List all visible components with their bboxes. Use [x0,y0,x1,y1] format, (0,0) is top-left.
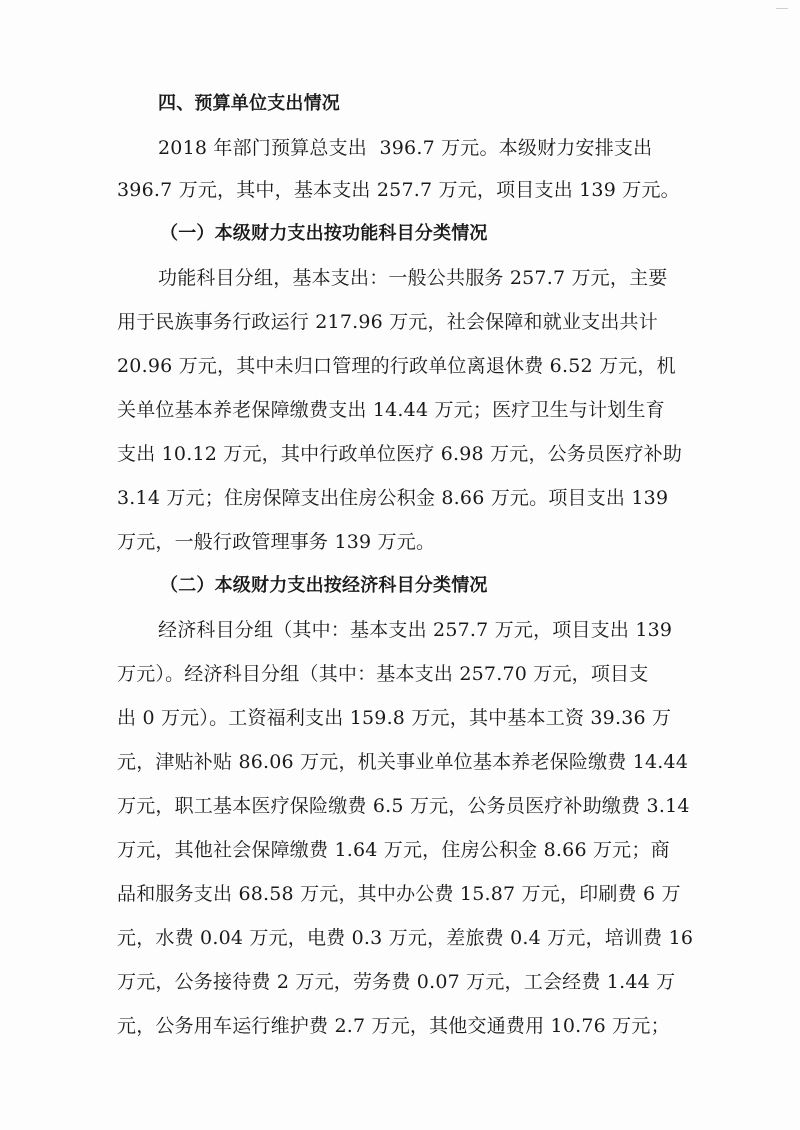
paragraph-line: 万元，其他社会保障缴费 1.64 万元，住房公积金 8.66 万元；商 [117,839,670,861]
paragraph-line: 万元）。经济科目分组（其中：基本支出 257.70 万元，项目支 [117,663,649,685]
paragraph-line: 用于民族事务行政运行 217.96 万元，社会保障和就业支出共计 [117,311,658,333]
paragraph-line: 功能科目分组，基本支出：一般公共服务 257.7 万元，主要 [158,267,668,289]
section-heading: 四、预算单位支出情况 [158,93,340,114]
paragraph-line: 经济科目分组（其中：基本支出 257.7 万元，项目支出 139 [158,619,673,641]
paragraph-line: 元，公务用车运行维护费 2.7 万元，其他交通费用 10.76 万元； [117,1015,670,1037]
scan-mark [776,8,788,9]
paragraph-line: 元，水费 0.04 万元，电费 0.3 万元，差旅费 0.4 万元，培训费 16 [117,927,694,949]
paragraph-line: 万元，一般行政管理事务 139 万元。 [117,531,436,553]
paragraph-line: 2018 年部门预算总支出 396.7 万元。本级财力安排支出 [158,137,653,159]
subsection-heading: （一）本级财力支出按功能科目分类情况 [160,223,488,244]
paragraph-line: 品和服务支出 68.58 万元，其中办公费 15.87 万元，印刷费 6 万 [117,883,681,905]
paragraph-line: 万元，公务接待费 2 万元，劳务费 0.07 万元，工会经费 1.44 万 [117,971,676,993]
paragraph-line: 出 0 万元）。工资福利支出 159.8 万元，其中基本工资 39.36 万 [117,707,672,729]
paragraph-line: 关单位基本养老保障缴费支出 14.44 万元；医疗卫生与计划生育 [117,399,665,421]
paragraph-line: 元，津贴补贴 86.06 万元，机关事业单位基本养老保险缴费 14.44 [117,751,689,773]
paragraph-line: 20.96 万元，其中未归口管理的行政单位离退休费 6.52 万元，机 [117,355,676,377]
paragraph-line: 万元，职工基本医疗保险缴费 6.5 万元，公务员医疗补助缴费 3.14 [117,795,690,817]
paragraph-line: 396.7 万元，其中，基本支出 257.7 万元，项目支出 139 万元。 [117,179,680,201]
paragraph-line: 3.14 万元；住房保障支出住房公积金 8.66 万元。项目支出 139 [117,487,669,509]
paragraph-line: 支出 10.12 万元，其中行政单位医疗 6.98 万元，公务员医疗补助 [117,443,683,465]
subsection-heading: （二）本级财力支出按经济科目分类情况 [160,575,488,596]
